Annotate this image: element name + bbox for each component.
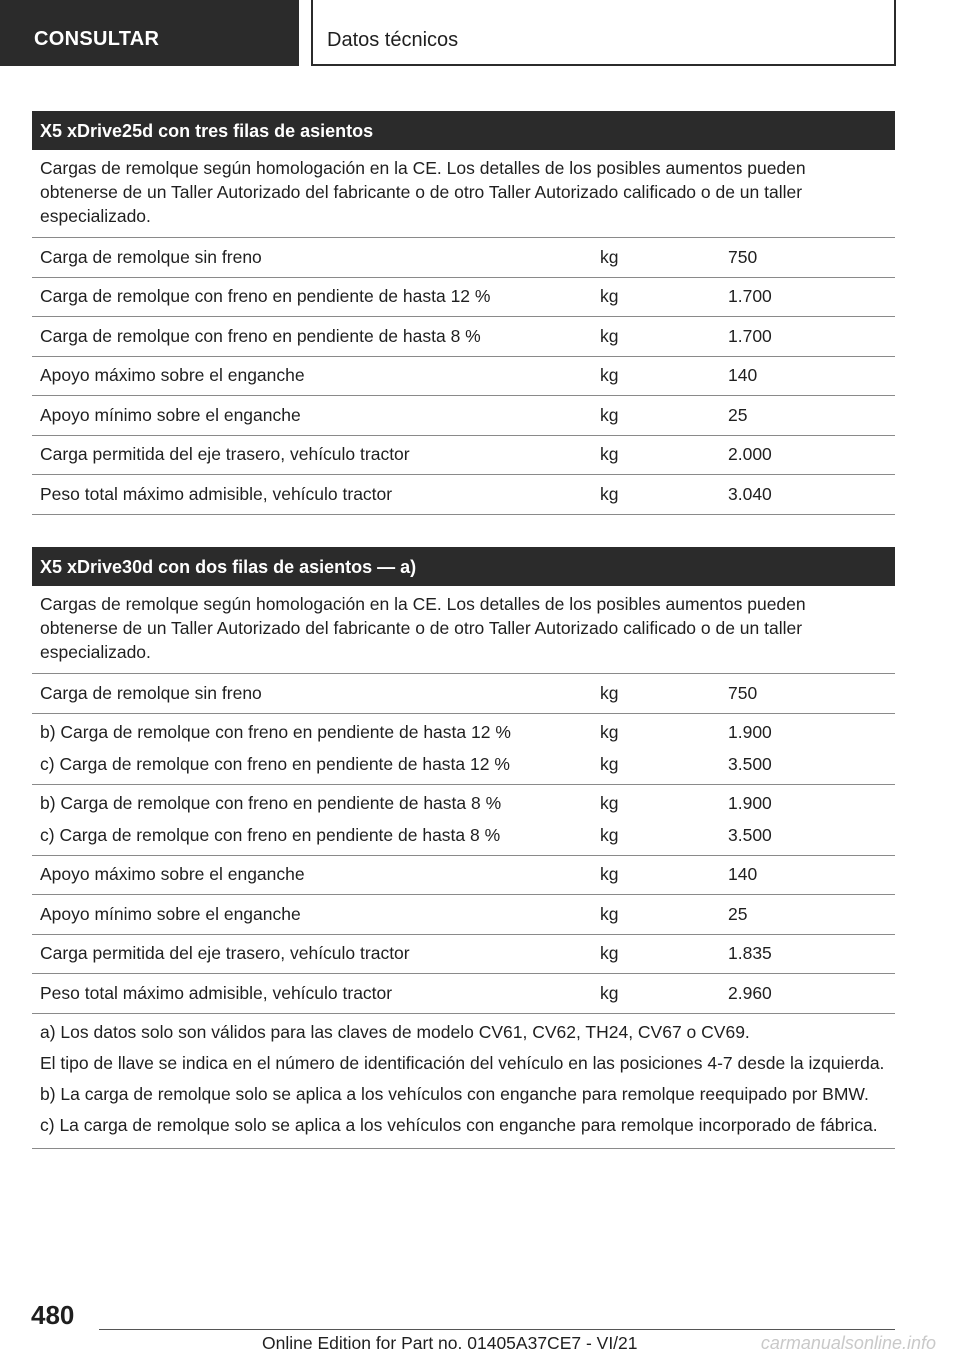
row-unit: kg	[600, 246, 619, 267]
row-unit: kg	[600, 444, 619, 465]
row-value: 750	[728, 682, 758, 703]
table-row	[32, 974, 895, 1014]
footnote: b) La carga de remolque solo se aplica a los vehículos con enganche para remolque reequipado por BMW.	[40, 1083, 869, 1104]
watermark: carmanualsonline.info	[760, 1333, 936, 1353]
row-label: Carga permitida del eje trasero, vehículo tractor	[40, 943, 410, 964]
table-subrow	[40, 820, 887, 852]
table-subrow	[40, 717, 887, 749]
row-value: 25	[728, 404, 748, 425]
table-row	[32, 278, 895, 318]
spec-table-xdrive30d	[32, 547, 895, 1149]
row-value: 1.700	[728, 286, 772, 307]
row-value: 3.500	[728, 825, 772, 845]
table-row	[32, 357, 895, 397]
row-label: Carga permitida del eje trasero, vehículo tractor	[40, 444, 410, 465]
section-label: CONSULTAR	[34, 28, 160, 50]
row-label: Peso total máximo admisible, vehículo tractor	[40, 483, 393, 504]
row-value: 1.835	[728, 943, 772, 964]
row-label: b) Carga de remolque con freno en pendiente de hasta 12 %	[40, 722, 511, 742]
row-value: 140	[728, 365, 758, 386]
row-unit: kg	[600, 404, 619, 425]
table-title: X5 xDrive30d con dos filas de asientos — a)	[32, 547, 895, 586]
section-tab	[0, 0, 299, 66]
row-label: Apoyo mínimo sobre el enganche	[40, 903, 301, 924]
row-value: 1.900	[728, 793, 772, 813]
table-row	[32, 895, 895, 935]
row-unit: kg	[600, 903, 619, 924]
table-subrow	[40, 749, 887, 781]
table-row	[32, 317, 895, 357]
table-description: Cargas de remolque según homologación en la CE. Los detalles de los posibles aumentos pueden obtenerse de un Taller Autorizado del fabricante o de otro Taller Autorizado calificado o de un taller especializado.	[32, 150, 895, 238]
row-value: 3.500	[728, 754, 772, 774]
page-number: 480	[31, 1300, 75, 1330]
table-row	[32, 396, 895, 436]
row-value: 140	[728, 864, 758, 885]
row-label: c) Carga de remolque con freno en pendiente de hasta 12 %	[40, 754, 510, 774]
table-row	[32, 238, 895, 278]
footnote: El tipo de llave se indica en el número de identificación del vehículo en las posiciones 4-7 desde la izquierda.	[40, 1052, 885, 1073]
row-unit: kg	[600, 365, 619, 386]
table-row	[32, 714, 895, 785]
row-unit: kg	[600, 722, 619, 742]
table-row	[32, 935, 895, 975]
row-label: Carga de remolque con freno en pendiente de hasta 12 %	[40, 286, 491, 307]
row-unit: kg	[600, 286, 619, 307]
table-description: Cargas de remolque según homologación en la CE. Los detalles de los posibles aumentos pueden obtenerse de un Taller Autorizado del fabricante o de otro Taller Autorizado calificado o de un taller especializado.	[32, 586, 895, 674]
row-value: 1.900	[728, 722, 772, 742]
row-label: Apoyo máximo sobre el enganche	[40, 864, 305, 885]
table-row	[32, 436, 895, 476]
row-label: Carga de remolque sin freno	[40, 682, 262, 703]
footnotes	[32, 1014, 895, 1149]
row-label: b) Carga de remolque con freno en pendiente de hasta 8 %	[40, 793, 502, 813]
row-value: 25	[728, 903, 748, 924]
row-unit: kg	[600, 682, 619, 703]
row-value: 1.700	[728, 325, 772, 346]
edition-text: Online Edition for Part no. 01405A37CE7 - VI/21	[262, 1333, 638, 1353]
row-unit: kg	[600, 325, 619, 346]
footer-divider	[99, 1329, 895, 1330]
row-label: Peso total máximo admisible, vehículo tractor	[40, 982, 393, 1003]
row-unit: kg	[600, 864, 619, 885]
row-value: 750	[728, 246, 758, 267]
row-label: Carga de remolque sin freno	[40, 246, 262, 267]
row-label: c) Carga de remolque con freno en pendiente de hasta 8 %	[40, 825, 501, 845]
row-label: Carga de remolque con freno en pendiente de hasta 8 %	[40, 325, 481, 346]
row-unit: kg	[600, 943, 619, 964]
row-label: Apoyo máximo sobre el enganche	[40, 365, 305, 386]
table-subrow	[40, 788, 887, 820]
page-title-box	[311, 0, 896, 66]
table-row	[32, 856, 895, 896]
footnote: c) La carga de remolque solo se aplica a los vehículos con enganche para remolque incorporado de fábrica.	[40, 1114, 878, 1135]
row-value: 3.040	[728, 483, 772, 504]
table-row	[32, 674, 895, 714]
row-unit: kg	[600, 825, 619, 845]
footnote: a) Los datos solo son válidos para las claves de modelo CV61, CV62, TH24, CV67 o CV69.	[40, 1021, 750, 1042]
row-unit: kg	[600, 754, 619, 774]
row-value: 2.000	[728, 444, 772, 465]
row-label: Apoyo mínimo sobre el enganche	[40, 404, 301, 425]
table-title: X5 xDrive25d con tres filas de asientos	[32, 111, 895, 150]
page-title: Datos técnicos	[327, 29, 459, 51]
spec-table-xdrive25d	[32, 111, 895, 515]
row-unit: kg	[600, 982, 619, 1003]
row-unit: kg	[600, 483, 619, 504]
table-row	[32, 475, 895, 515]
row-unit: kg	[600, 793, 619, 813]
row-value: 2.960	[728, 982, 772, 1003]
table-row	[32, 785, 895, 856]
